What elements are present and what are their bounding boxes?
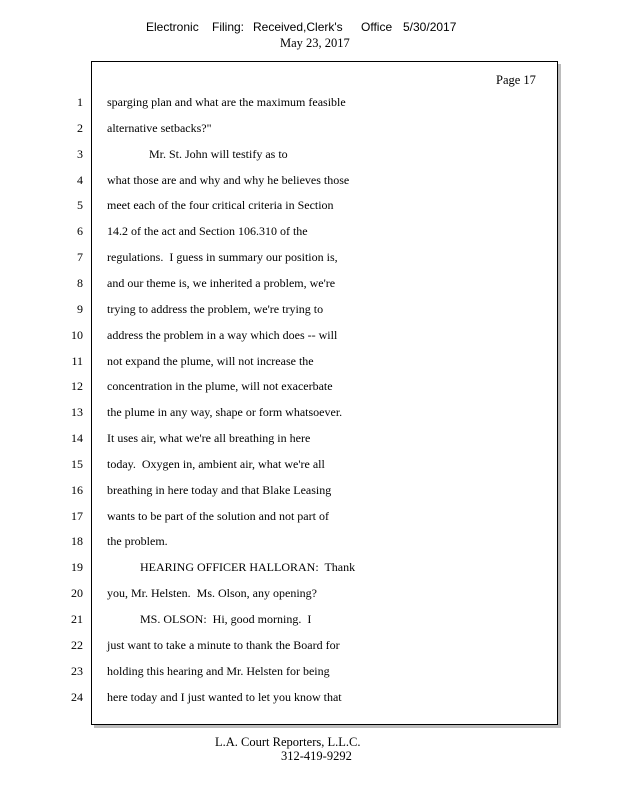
line-text: and our theme is, we inherited a problem, we're [107, 276, 336, 290]
line-number: 19 [71, 560, 83, 574]
line-text: the problem. [107, 534, 168, 548]
line-number: 7 [77, 250, 83, 264]
line-number: 17 [71, 509, 83, 523]
line-number: 11 [71, 354, 83, 368]
line-text: MS. OLSON: Hi, good morning. I [107, 612, 312, 626]
line-number: 13 [71, 405, 83, 419]
line-number: 9 [77, 302, 83, 316]
court-reporter-phone: 312-419-9292 [281, 749, 352, 763]
court-reporter-name: L.A. Court Reporters, L.L.C. [215, 735, 361, 749]
line-number: 14 [71, 431, 83, 445]
line-text: here today and I just wanted to let you know that [107, 690, 342, 704]
line-text: just want to take a minute to thank the Board for [107, 638, 340, 652]
stamp-word-received: Received,Clerk's [253, 20, 343, 34]
stamp-word-electronic: Electronic [146, 20, 199, 34]
line-number: 1 [77, 95, 83, 109]
stamp-word-office: Office [361, 20, 393, 34]
transcript-date: May 23, 2017 [280, 36, 350, 50]
line-text: Mr. St. John will testify as to [107, 147, 288, 161]
line-number: 8 [77, 276, 83, 290]
line-text: alternative setbacks?" [107, 121, 212, 135]
line-text: address the problem in a way which does -- will [107, 328, 338, 342]
line-number: 10 [71, 328, 83, 342]
line-number: 16 [71, 483, 83, 497]
line-text: regulations. I guess in summary our position is, [107, 250, 338, 264]
line-text: today. Oxygen in, ambient air, what we're all [107, 457, 325, 471]
line-text: meet each of the four critical criteria in Section [107, 198, 334, 212]
line-number: 2 [77, 121, 83, 135]
line-text: breathing in here today and that Blake Leasing [107, 483, 332, 497]
line-text: It uses air, what we're all breathing in here [107, 431, 311, 445]
line-number: 3 [77, 147, 83, 161]
line-number: 15 [71, 457, 83, 471]
line-text: concentration in the plume, will not exacerbate [107, 379, 333, 393]
line-number: 20 [71, 586, 83, 600]
line-number: 5 [77, 198, 83, 212]
line-number: 18 [71, 534, 83, 548]
line-text: the plume in any way, shape or form whatsoever. [107, 405, 343, 419]
line-text: you, Mr. Helsten. Ms. Olson, any opening? [107, 586, 317, 600]
line-number: 4 [77, 173, 83, 187]
line-text: holding this hearing and Mr. Helsten for being [107, 664, 330, 678]
line-text: 14.2 of the act and Section 106.310 of the [107, 224, 308, 238]
line-text: what those are and why and why he believes those [107, 173, 350, 187]
line-text: wants to be part of the solution and not part of [107, 509, 329, 523]
page-number: Page 17 [496, 73, 536, 87]
line-text: not expand the plume, will not increase the [107, 354, 314, 368]
line-number: 21 [71, 612, 83, 626]
stamp-word-date: 5/30/2017 [403, 20, 457, 34]
line-number: 22 [71, 638, 83, 652]
line-text: sparging plan and what are the maximum feasible [107, 95, 346, 109]
line-number: 12 [71, 379, 83, 393]
filing-stamp [0, 20, 618, 36]
line-number: 24 [71, 690, 83, 704]
line-text: HEARING OFFICER HALLORAN: Thank [107, 560, 356, 574]
line-number: 6 [77, 224, 83, 238]
line-text: trying to address the problem, we're trying to [107, 302, 324, 316]
stamp-word-filing: Filing: [212, 20, 245, 34]
line-number: 23 [71, 664, 83, 678]
